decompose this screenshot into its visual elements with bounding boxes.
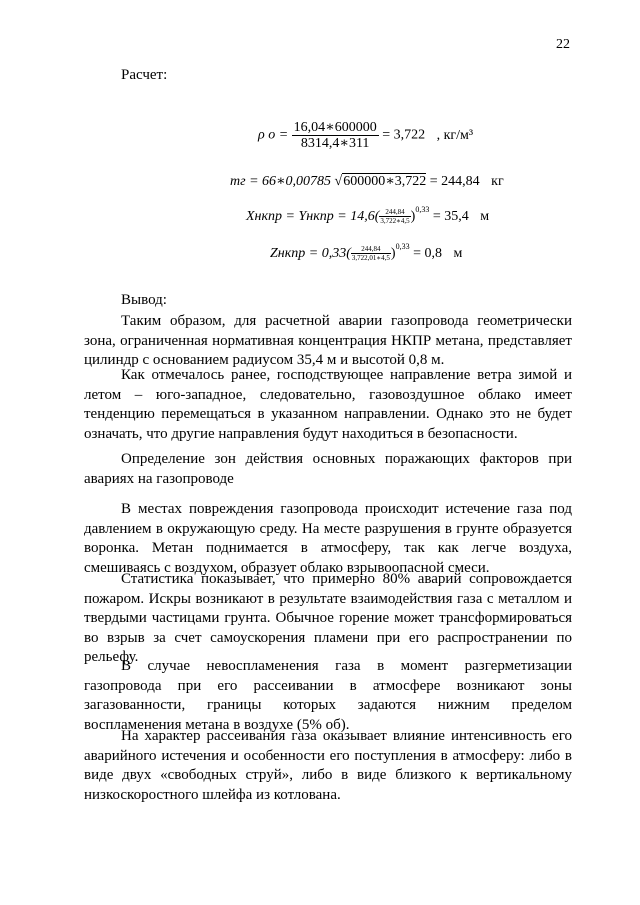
paragraph-gas-zones: В случае невоспламенения газа в момент разгерметизации газопровода при его рассеивании в атмосфере возникают зоны загазованности, границы которых задаются нижним пределом воспламенения метана в воздухе (5% об). (84, 658, 572, 733)
paragraph-leak: В местах повреждения газопровода происходит истечение газа под давлением в окружающую среду. На месте разрушения в грунте образуется воронка. Метан поднимается в атмосферу, так как легче воздуха, смешиваясь с воздухом, образует облако взрывоопасной смеси. (84, 501, 572, 576)
formula-density-fraction (292, 120, 379, 151)
paragraph-dispersion: На характер рассеивания газа оказывает влияние интенсивность его аварийного истечения и особенности его поступления в атмосферу: либо в виде двух «свободных струй», либо в виде близкого к вертикальному низкоскоростного шлейфа из котлована. (84, 728, 572, 803)
formula-x-y-numerator: 244,84 (379, 208, 410, 217)
formula-z-result: = 0,8 (413, 246, 442, 261)
formula-z-exponent: 0,33 (395, 242, 410, 251)
section-title: Определение зон действия основных поражающих факторов при авариях на газопроводе (84, 451, 572, 487)
formula-x-y-exponent: 0,33 (415, 205, 430, 214)
formula-x-y-unit: м (480, 209, 490, 224)
formula-z-nkpr (270, 242, 462, 262)
formula-density-unit: , кг/м³ (436, 127, 474, 143)
formula-x-y-result: = 35,4 (432, 209, 469, 224)
sqrt-sign: √ (334, 174, 343, 189)
formula-mass-result: = 244,84 (429, 174, 480, 189)
formula-z-fraction (351, 245, 391, 262)
formula-x-y-close: ) (410, 209, 416, 224)
formula-x-y-denominator: 3,722∗4,5 (380, 217, 410, 226)
formula-density-result: = 3,722 (382, 127, 426, 143)
formula-density-lhs: ρ о = (258, 127, 289, 143)
formula-x-y-fraction (379, 208, 410, 225)
page-number: 22 (556, 37, 570, 52)
formula-z-denominator: 3,722,01∗4,5 (351, 254, 390, 263)
formula-mass (230, 173, 504, 190)
formula-x-y-lhs: Xнкпр = Yнкпр = 14,6( (246, 209, 380, 224)
formula-density-numerator: 16,04∗600000 (293, 120, 377, 135)
formula-z-unit: м (453, 246, 463, 261)
paragraph-statistics: Статистика показывает, что примерно 80% аварий сопровождается пожаром. Искры возникают в результате взаимодействия газа с металлом и твердыми частицами грунта. Обычное горение может трансформироваться во взрыв за счет самоускорения пламени при его распространении по рельефу. (84, 571, 572, 665)
formula-mass-unit: кг (491, 174, 504, 189)
conclusion-heading: Вывод: (121, 292, 167, 308)
formula-mass-lhs: mг = 66∗0,00785 (230, 174, 332, 189)
paragraph-conclusion: Таким образом, для расчетной аварии газопровода геометрически зона, ограниченная нормативная концентрация НКПР метана, представляет цилиндр с основанием радиусом 35,4 м и высотой 0,8 м. (84, 313, 572, 368)
paragraph-wind-direction: Как отмечалось ранее, господствующее направление ветра зимой и летом – юго-западное, следовательно, газовоздушное облако имеет тенденцию перемещаться в указанном направлении. Однако это не будет означать, что другие направления будут находиться в безопасности. (84, 367, 572, 442)
calc-heading: Расчет: (121, 67, 168, 83)
formula-z-close: ) (390, 246, 396, 261)
formula-mass-radicand: 600000∗3,722 (343, 174, 427, 189)
formula-z-numerator: 244,84 (351, 245, 391, 254)
formula-density-denominator: 8314,4∗311 (300, 136, 370, 151)
formula-z-lhs: Zнкпр = 0,33( (270, 246, 351, 261)
formula-density (258, 120, 473, 151)
formula-x-y-nkpr (246, 205, 489, 225)
